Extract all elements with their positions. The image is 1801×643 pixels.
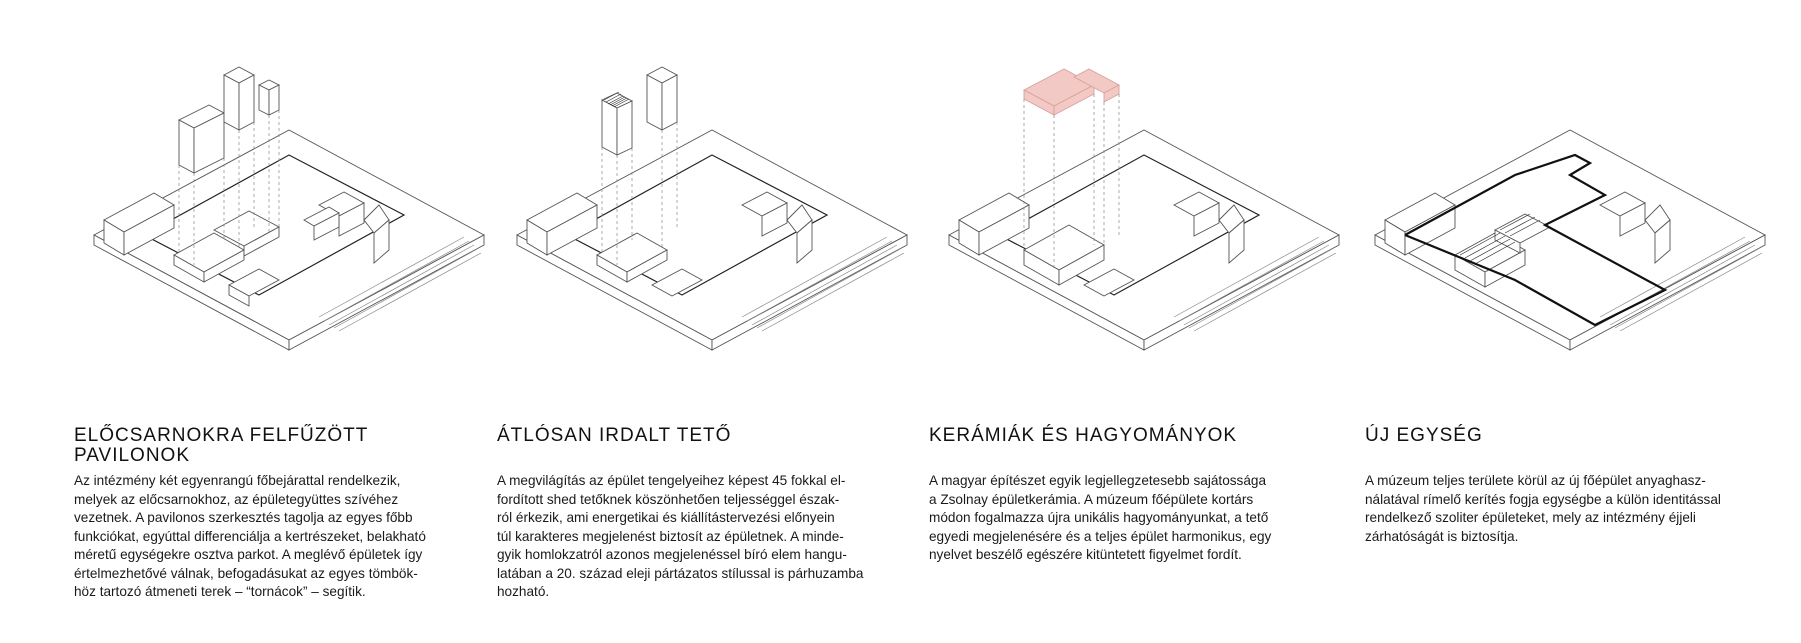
panel-title: ELŐCSARNOKRA FELFŰZÖTT PAVILONOK (74, 425, 369, 466)
panel-description: A múzeum teljes területe körül az új főépület anyaghasz- nálatával rímelő kerítés fogja egységbe a külön identitással rendelkező szoliter épületeket, mely az intézmény éjjeli zárhatóságát is biztosítja. (1365, 473, 1721, 544)
axonometric-roof-diagram (497, 55, 927, 385)
panel-pavilions (74, 0, 504, 643)
panel-description: A megvilágítás az épület tengelyeihez képest 45 fokkal el- fordított shed tetőknek köszönhetően teljességgel észak- ról érkezik, ami energetikai és kiállítástervezési előnyein túl karakteres megjelenést biztosít az épületnek. A minde- gyik homlokzatról azonos megjelenéssel bíró elem hangu- latában a 20. század eleji pártázatos stílussal is párhuzamba hozható. (497, 473, 864, 599)
panel-new-unity (1365, 0, 1795, 643)
panel-description: A magyar építészet egyik legjellegzetesebb sajátossága a Zsolnay épületkerámia. A múzeum főépülete kortárs módon fogalmazza újra unikális hagyományunkat, a tető egyedi megjelenésére és a teljes épület harmonikus, egy nyelvet beszélő egészére kitüntetett figyelmet fordít. (929, 473, 1272, 562)
panel-description: Az intézmény két egyenrangú főbejárattal rendelkezik, melyek az előcsarnokhoz, az épületegyüttes szívéhez vezetnek. A pavilonos szerkesztés tagolja az egyes főbb funkciókat, egyúttal differenciálja a kertrészeket, belakható méretű egységekre osztva parkot. A meglévő épületek így értelmezhetővé válnak, befogadásukat az egyes tömbök- höz tartozó átmeneti terek – “tornácok” – segítik. (74, 473, 426, 599)
axonometric-pavilions-diagram (74, 55, 504, 385)
panel-title: ÚJ EGYSÉG (1365, 425, 1483, 446)
axonometric-fence-diagram (1365, 55, 1795, 385)
panel-title: KERÁMIÁK ÉS HAGYOMÁNYOK (929, 425, 1238, 446)
panel-diagonal-roof (497, 0, 927, 643)
axonometric-ceramics-diagram (929, 55, 1359, 385)
panel-title: ÁTLÓSAN IRDALT TETŐ (497, 425, 732, 446)
panel-ceramics (929, 0, 1359, 643)
